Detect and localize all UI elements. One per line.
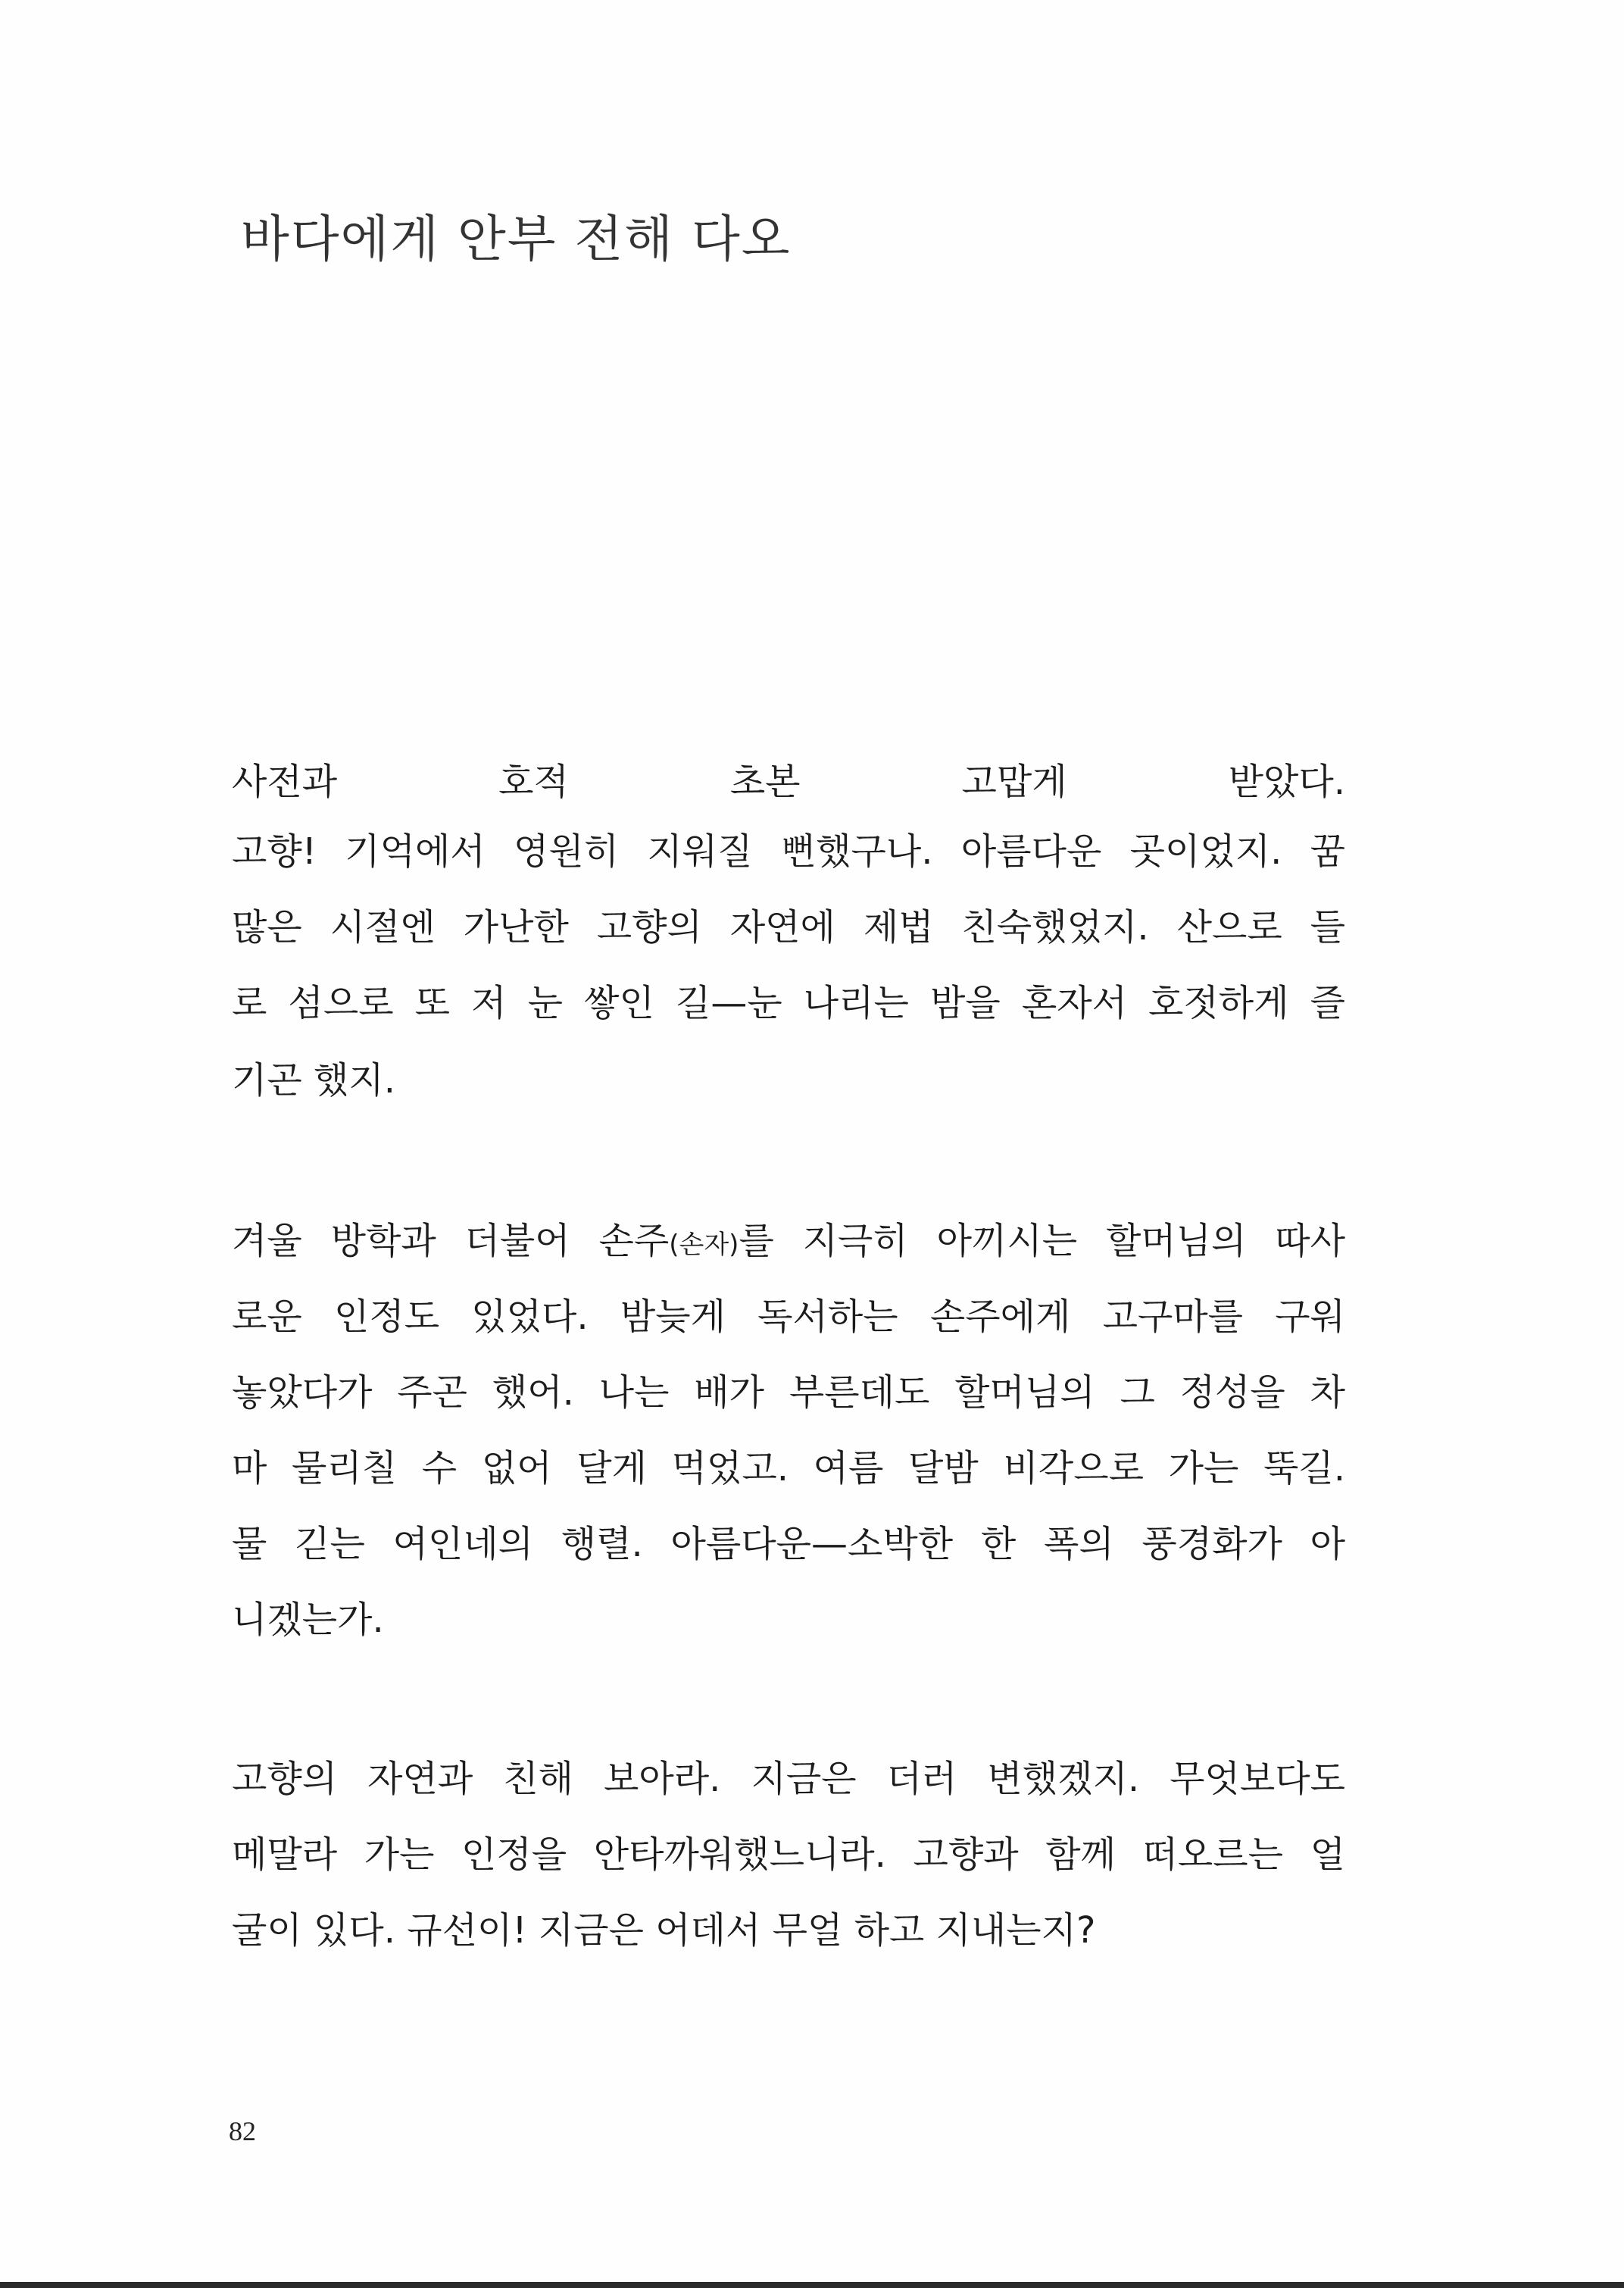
page-number: 82 (229, 2116, 256, 2146)
text-line: 굴이 있다. 규선이! 지금은 어데서 무얼 하고 지내는지? (232, 1909, 1096, 1952)
text-line: 사전과 호적 초본 고맙게 받았다. (232, 761, 1345, 803)
text-line: 로운 인정도 있었다. 밤늦게 독서하는 손주에게 고구마를 구워 (232, 1296, 1345, 1338)
text-line: 마 물리칠 수 없어 달게 먹었고. 여름 달밤 비각으로 가는 뚝길. (232, 1447, 1345, 1489)
text-line: 놓았다가 주곤 했어. 나는 배가 부른데도 할머님의 그 정성을 차 (232, 1371, 1345, 1414)
text-line: 고향! 기억에서 영원히 지워질 뻔했구나. 아름다운 곳이었지. 꿈 (232, 830, 1345, 873)
page-title: 바다에게 안부 전해 다오 (241, 210, 792, 268)
text-line: 로 섬으로 또 저 눈 쌓인 길—눈 나리는 밤을 혼자서 호젓하게 즐 (232, 982, 1345, 1024)
text-line: 물 긷는 여인네의 행렬. 아름다운—소박한 한 폭의 풍경화가 아 (232, 1523, 1345, 1565)
annotation-note: (손자) (669, 1230, 739, 1260)
scan-edge-divider (0, 2282, 1624, 2288)
text-line: 고향의 자연과 친해 보아라. 지금은 더러 변했겠지. 무엇보다도 (232, 1758, 1345, 1800)
text-line: 많은 시절엔 가난한 고향의 자연에 제법 친숙했었지. 산으로 들 (232, 906, 1345, 949)
text-segment: 겨울 방학과 더불어 손주 (232, 1220, 670, 1262)
text-line (232, 1218, 1345, 1267)
text-line: 니겠는가. (232, 1599, 384, 1641)
text-segment: 를 지극히 아끼시는 할머님의 따사 (739, 1220, 1345, 1262)
text-line: 기곤 했지. (232, 1059, 395, 1102)
text-line: 메말라 가는 인정을 안타까워했느니라. 고향과 함께 떠오르는 얼 (232, 1833, 1345, 1876)
